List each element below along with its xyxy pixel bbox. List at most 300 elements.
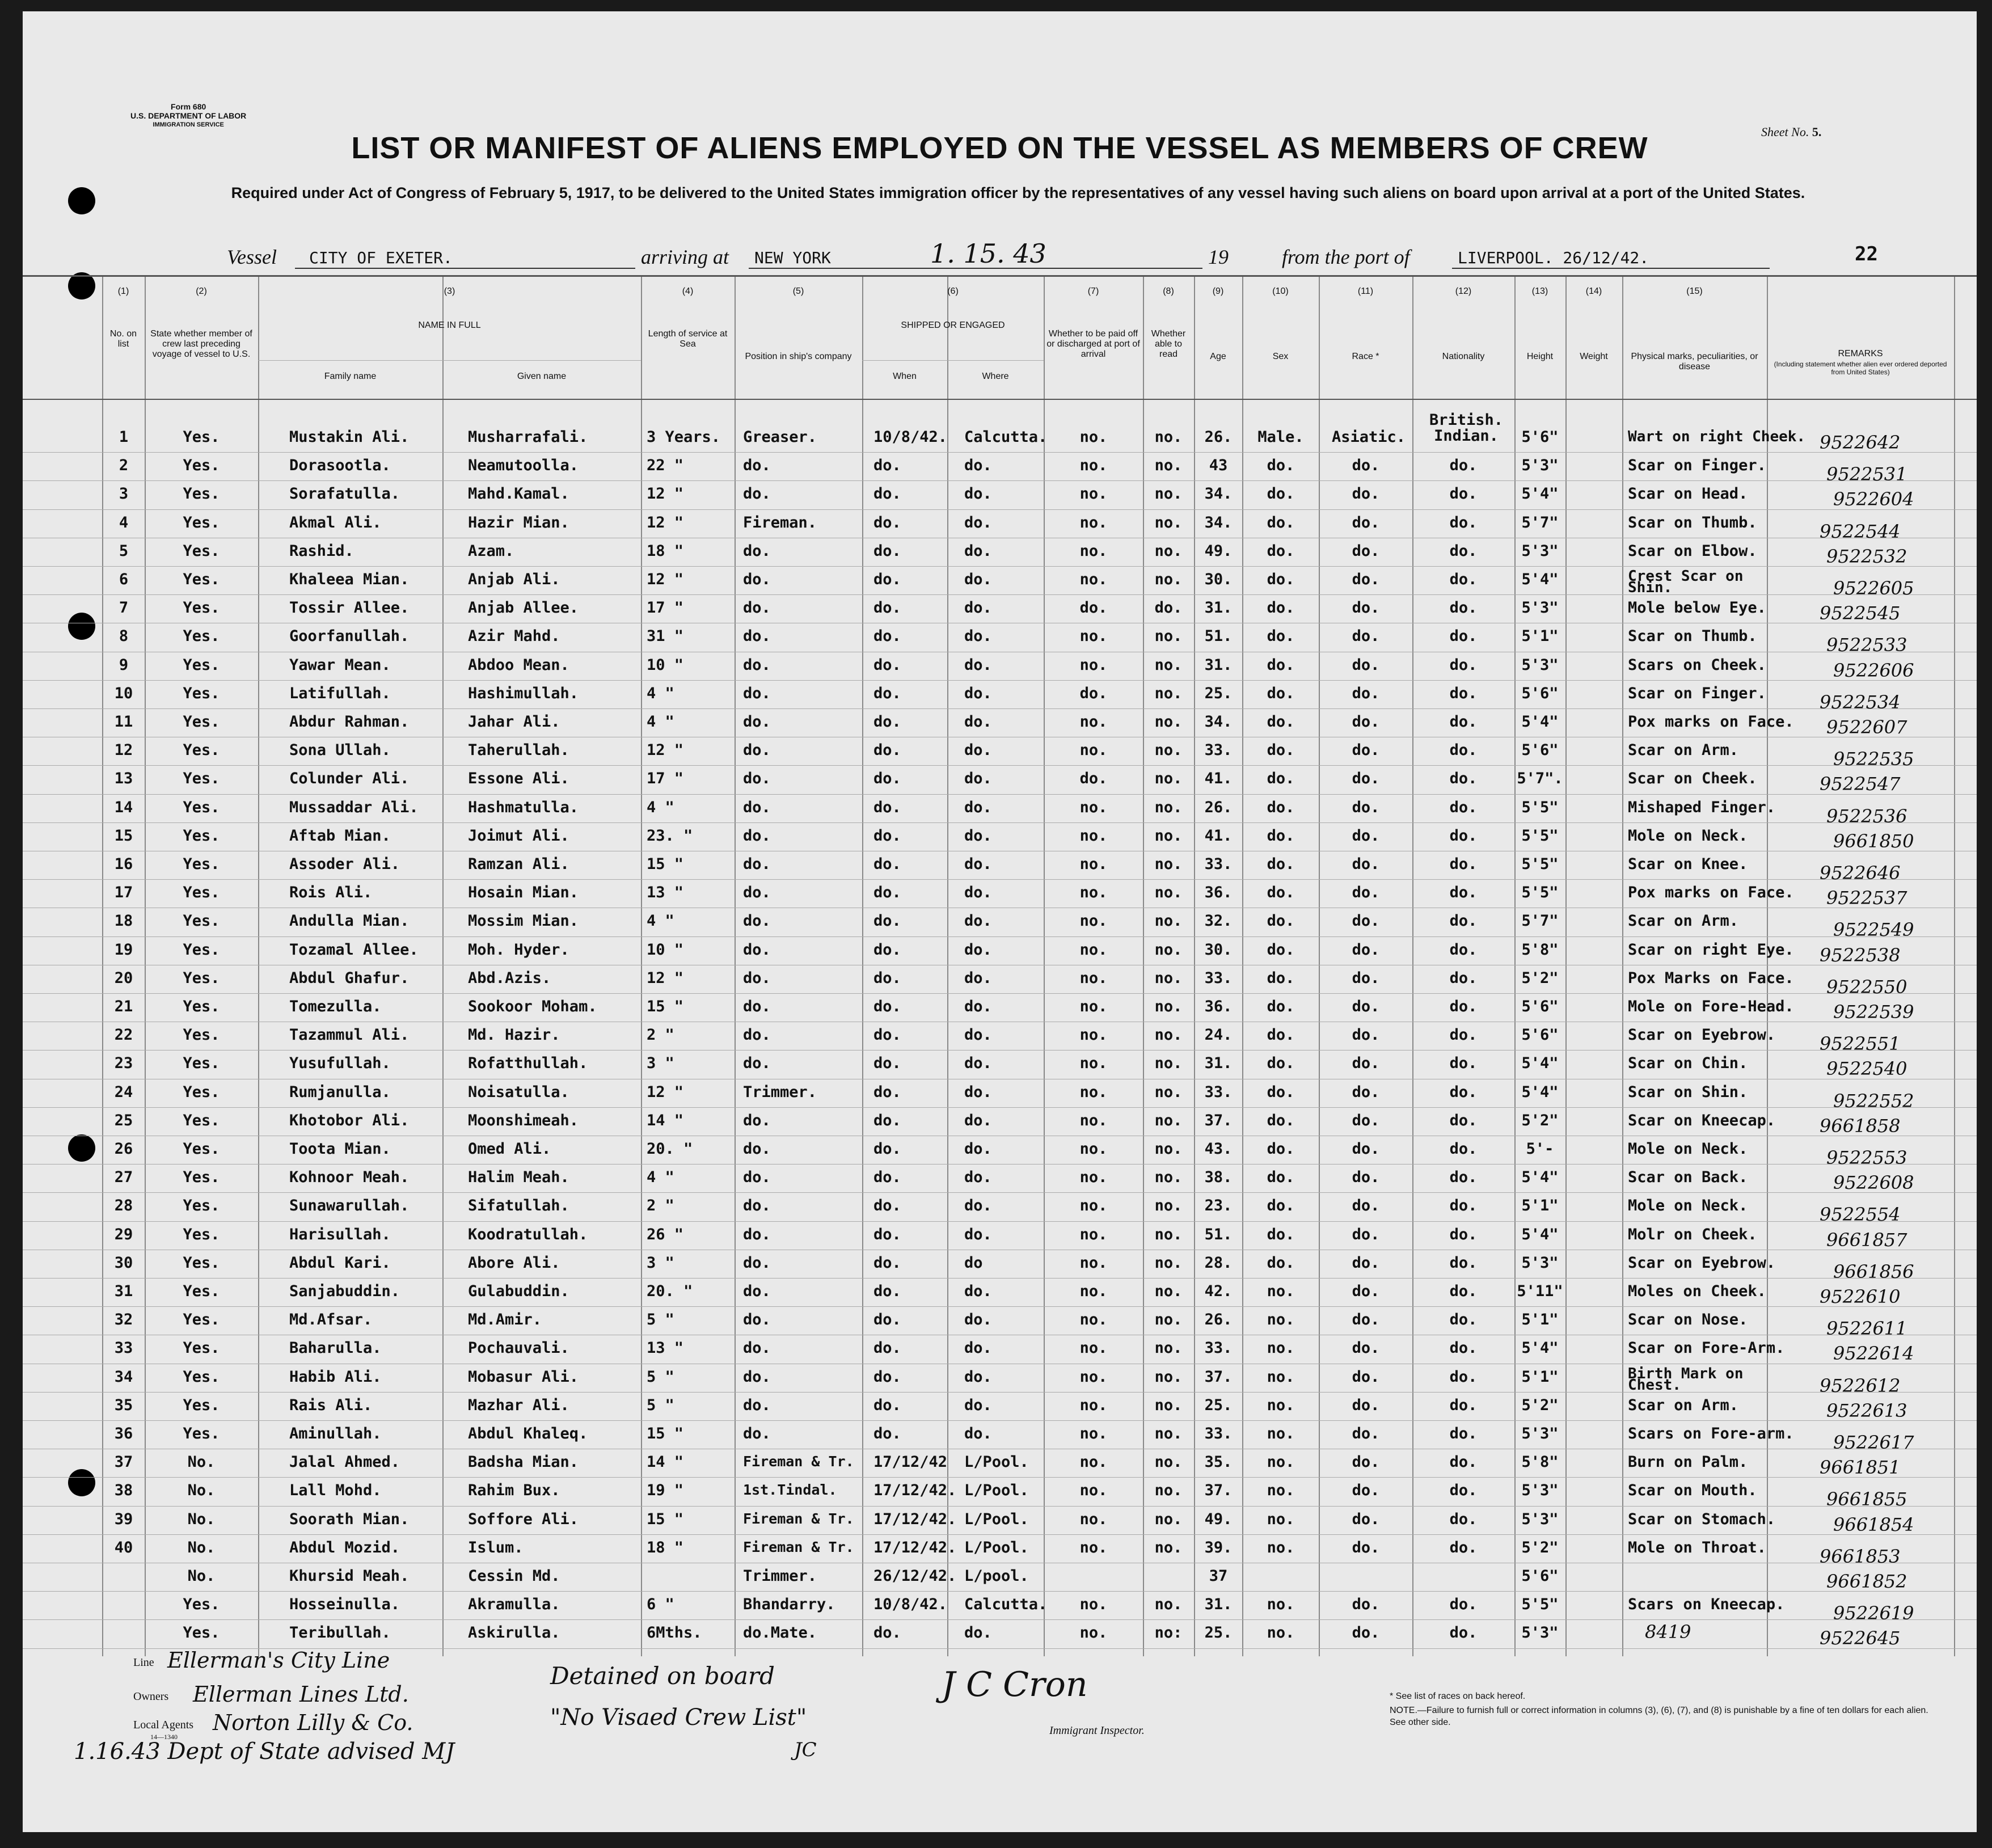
header-c9: Age [1210, 352, 1226, 361]
cell-race: do. [1352, 1254, 1380, 1272]
cell-no: 27 [114, 1168, 133, 1187]
cell-where: do. [964, 1140, 992, 1158]
cell-prev: Yes. [183, 998, 220, 1015]
cell-prev: Yes. [183, 513, 220, 531]
cell-paid: do. [1079, 599, 1108, 617]
cell-read: no. [1154, 1225, 1183, 1243]
cell-nat: do. [1449, 1339, 1478, 1357]
cell-service: 20. " [647, 1140, 693, 1158]
cell-when: do. [873, 684, 901, 702]
cell-given: Azir Mahd. [468, 627, 560, 645]
cell-prev: Yes. [183, 1197, 220, 1215]
cell-age: 33. [1204, 969, 1233, 987]
cell-marks: Scar on Elbow. [1628, 542, 1757, 560]
cell-height: 5'4" [1521, 1168, 1559, 1187]
cell-service: 4 " [647, 912, 674, 930]
cell-where: do. [964, 513, 992, 531]
cell-service: 14 " [647, 1111, 684, 1129]
cell-height: 5'7" [1521, 513, 1559, 531]
cell-prev: Yes. [183, 1596, 220, 1614]
cell-no: 24 [114, 1083, 133, 1101]
cell-height: 5'3" [1521, 1482, 1559, 1500]
table-row [23, 457, 1977, 485]
cell-given: Azam. [468, 542, 514, 560]
cell-service: 12 " [647, 741, 684, 760]
cell-read: no. [1154, 855, 1183, 873]
header-c3_num: (3) [444, 286, 455, 296]
cell-race: do. [1352, 1538, 1380, 1556]
cell-given: Abore Ali. [468, 1254, 560, 1272]
cell-read: no. [1154, 912, 1183, 930]
cell-prev: Yes. [183, 1425, 220, 1442]
cell-paid: no. [1079, 457, 1108, 475]
cell-read: no. [1154, 684, 1183, 702]
cell-paid: no. [1079, 1482, 1108, 1500]
cell-nat: do. [1449, 741, 1478, 760]
cell-paid: no. [1079, 940, 1108, 959]
cell-family: Harisullah. [289, 1225, 391, 1243]
cell-family: Hosseinulla. [289, 1596, 400, 1614]
cell-read: no. [1154, 713, 1183, 731]
cell-service: 23. " [647, 826, 693, 845]
cell-paid: no. [1079, 1339, 1108, 1357]
cell-paid: no. [1079, 1026, 1108, 1044]
cell-sex: do. [1267, 1197, 1295, 1215]
cell-where: L/Pool. [964, 1453, 1029, 1471]
cell-no: 29 [114, 1225, 133, 1243]
cell-paid: do. [1079, 684, 1108, 702]
cell-marks: Scar on Thumb. [1628, 513, 1757, 531]
cell-given: Moh. Hyder. [468, 940, 569, 959]
cell-where: do. [964, 912, 992, 930]
cell-when: do. [873, 912, 901, 930]
cell-race: do. [1352, 571, 1380, 588]
cell-service: 17 " [647, 770, 684, 788]
cell-age: 33. [1204, 741, 1233, 760]
cell-paid: no. [1079, 884, 1108, 902]
cell-when: do. [873, 599, 901, 617]
cell-prev: Yes. [183, 969, 220, 987]
cell-no: 2 [119, 457, 129, 475]
cell-when: 17/12/42 [873, 1453, 948, 1471]
cell-sex: do. [1267, 741, 1295, 760]
header-c14_num: (14) [1585, 286, 1602, 296]
cell-when: do. [873, 1140, 901, 1158]
cell-paid: no. [1079, 1538, 1108, 1556]
cell-family: Andulla Mian. [289, 912, 410, 930]
cell-family: Khotobor Ali. [289, 1111, 410, 1129]
cell-no: 11 [114, 713, 133, 731]
cell-prev: Yes. [183, 884, 220, 902]
cell-paid: no. [1079, 713, 1108, 731]
cell-age: 25. [1204, 1624, 1233, 1642]
cell-height: 5'1" [1521, 627, 1559, 645]
cell-when: do. [873, 1225, 901, 1243]
cell-service: 22 " [647, 457, 684, 475]
cell-family: Abdul Mozid. [289, 1538, 400, 1556]
cell-given: Mossim Mian. [468, 912, 579, 930]
remark-number: 9522610 [1820, 1286, 1901, 1307]
cell-family: Aminullah. [289, 1425, 382, 1442]
department-name: U.S. DEPARTMENT OF LABOR [130, 111, 247, 120]
remark-number: 9522554 [1820, 1204, 1901, 1226]
cell-marks: Scar on right Eye. [1628, 940, 1794, 959]
cell-position: Trimmer. [743, 1083, 817, 1101]
cell-race: do. [1352, 684, 1380, 702]
cell-sex: Male. [1257, 428, 1304, 446]
cell-where: do. [964, 826, 992, 845]
table-row [23, 1339, 1977, 1368]
cell-where: L/Pool. [964, 1510, 1029, 1528]
cell-prev: No. [187, 1538, 216, 1556]
table-row [23, 1112, 1977, 1140]
cell-paid: no. [1079, 1453, 1108, 1471]
cell-service: 17 " [647, 599, 684, 617]
cell-prev: No. [187, 1510, 216, 1528]
cell-no: 26 [114, 1140, 133, 1158]
remark-number: 9522549 [1833, 919, 1914, 941]
service-name: IMMIGRATION SERVICE [153, 121, 224, 128]
cell-prev: Yes. [183, 599, 220, 617]
cell-sex: do. [1267, 513, 1295, 531]
cell-age: 51. [1204, 1225, 1233, 1243]
cell-height: 5'3" [1521, 656, 1559, 674]
owners-value: Ellerman Lines Ltd. [193, 1682, 409, 1707]
table-row [23, 1482, 1977, 1510]
cell-nat: do. [1449, 969, 1478, 987]
cell-when: do. [873, 1368, 901, 1386]
cell-service: 19 " [647, 1482, 684, 1500]
cell-when: do. [873, 1396, 901, 1414]
cell-sex: do. [1267, 1111, 1295, 1129]
cell-age: 37 [1209, 1567, 1228, 1585]
cell-where: do. [964, 798, 992, 816]
cell-race: do. [1352, 656, 1380, 674]
remark-number: 9661856 [1833, 1260, 1914, 1282]
cell-where: do. [964, 741, 992, 760]
cell-service: 15 " [647, 855, 684, 873]
cell-where: Calcutta. [964, 1596, 1048, 1614]
cell-read: no. [1154, 1197, 1183, 1215]
remark-number: 9522535 [1833, 748, 1914, 770]
cell-height: 5'4" [1521, 1225, 1559, 1243]
cell-race: do. [1352, 513, 1380, 531]
cell-when: do. [873, 1254, 901, 1272]
cell-marks: Mole on Throat. [1628, 1538, 1766, 1556]
cell-prev: Yes. [183, 1282, 220, 1300]
cell-no: 12 [114, 741, 133, 760]
cell-family: Teribullah. [289, 1624, 391, 1642]
cell-prev: No. [187, 1567, 216, 1585]
header-c16b: (Including statement whether alien ever ordered deported from United States) [1774, 360, 1947, 376]
cell-read: no. [1154, 1282, 1183, 1300]
cell-sex: do. [1267, 1026, 1295, 1044]
cell-nat: do. [1449, 912, 1478, 930]
sheet-value: 5. [1812, 125, 1822, 139]
cell-given: Omed Ali. [468, 1140, 551, 1158]
cell-where: do. [964, 571, 992, 588]
cell-position: do. [743, 770, 771, 788]
owners-label: Owners [133, 1690, 169, 1703]
cell-where: do. [964, 457, 992, 475]
cell-given: Md. Hazir. [468, 1026, 560, 1044]
table-row [23, 1539, 1977, 1567]
cell-prev: Yes. [183, 1140, 220, 1158]
agents-label: Local Agents [133, 1719, 194, 1731]
cell-read: no. [1154, 457, 1183, 475]
header-c5: Position in ship's company [745, 352, 852, 361]
cell-marks: Scar on Eyebrow. [1628, 1254, 1776, 1272]
cell-position: do. [743, 969, 771, 987]
header-c2_num: (2) [196, 286, 207, 296]
table-row [23, 912, 1977, 940]
vessel-label: Vessel [227, 246, 277, 268]
cell-prev: Yes. [183, 798, 220, 816]
cell-height: 5'1" [1521, 1311, 1559, 1329]
remark-number: 9522613 [1826, 1399, 1907, 1421]
cell-marks: Scar on Shin. [1628, 1083, 1748, 1101]
remark-number: 9522552 [1833, 1090, 1914, 1112]
cell-paid: no. [1079, 1083, 1108, 1101]
cell-height: 5'1" [1521, 1197, 1559, 1215]
cell-read: no. [1154, 1538, 1183, 1556]
detained-note: Detained on board [550, 1662, 775, 1690]
cell-height: 5'4" [1521, 713, 1559, 731]
cell-race: do. [1352, 770, 1380, 788]
cell-age: 32. [1204, 912, 1233, 930]
cell-family: Rois Ali. [289, 884, 373, 902]
sheet-label: Sheet No. [1761, 125, 1809, 139]
cell-no: 23 [114, 1054, 133, 1073]
cell-age: 37. [1204, 1368, 1233, 1386]
cell-position: do. [743, 1339, 771, 1357]
cell-when: do. [873, 1311, 901, 1329]
cell-where: do. [964, 884, 992, 902]
cell-family: Sorafatulla. [289, 485, 400, 503]
cell-service: 2 " [647, 1026, 674, 1044]
cell-paid: no. [1079, 1396, 1108, 1414]
cell-paid: no. [1079, 798, 1108, 816]
cell-nat: do. [1449, 1453, 1478, 1471]
table-row [23, 1282, 1977, 1311]
table-row [23, 568, 1977, 599]
cell-age: 38. [1204, 1168, 1233, 1187]
header-c4: Length of service at Sea [648, 329, 728, 349]
cell-service: 13 " [647, 884, 684, 902]
cell-paid: no. [1079, 1254, 1108, 1272]
remark-number: 9522538 [1820, 944, 1901, 966]
cell-sex: do. [1267, 713, 1295, 731]
header-c14: Weight [1580, 352, 1608, 361]
remark-number: 9522607 [1826, 716, 1907, 738]
cell-age: 33. [1204, 1083, 1233, 1101]
cell-age: 30. [1204, 940, 1233, 959]
table-row [23, 713, 1977, 741]
header-c8_num: (8) [1163, 286, 1174, 296]
cell-service: 2 " [647, 1197, 674, 1215]
from-port-label: from the port of [1282, 246, 1410, 268]
cell-service: 12 " [647, 513, 684, 531]
cell-paid: no. [1079, 741, 1108, 760]
cell-given: Mobasur Ali. [468, 1368, 579, 1386]
cell-given: Hosain Mian. [468, 884, 579, 902]
table-row [23, 1311, 1977, 1339]
arrival-date: 1. 15. 43 [930, 238, 1046, 269]
cell-no: 40 [114, 1538, 133, 1556]
cell-service: 14 " [647, 1453, 684, 1471]
cell-nat: do. [1449, 571, 1478, 588]
cell-family: Habib Ali. [289, 1368, 382, 1386]
cell-height: 5'6" [1521, 998, 1559, 1015]
cell-marks: Scar on Finger. [1628, 457, 1766, 475]
cell-read: no. [1154, 969, 1183, 987]
table-row [23, 1226, 1977, 1254]
cell-read: no. [1154, 1396, 1183, 1414]
cell-given: Hazir Mian. [468, 513, 569, 531]
cell-paid: no. [1079, 513, 1108, 531]
cell-position: do. [743, 542, 771, 560]
cell-prev: Yes. [183, 1168, 220, 1187]
cell-sex: no. [1267, 1596, 1295, 1614]
cell-where: do. [964, 1026, 992, 1044]
cell-family: Mustakin Ali. [289, 428, 410, 446]
cell-family: Abdul Ghafur. [289, 969, 410, 987]
cell-sex: do. [1267, 1054, 1295, 1073]
cell-age: 33. [1204, 855, 1233, 873]
cell-prev: Yes. [183, 1368, 220, 1386]
cell-sex: do. [1267, 940, 1295, 959]
cell-prev: Yes. [183, 940, 220, 959]
cell-prev: Yes. [183, 1339, 220, 1357]
cell-prev: Yes. [183, 1083, 220, 1101]
cell-when: do. [873, 627, 901, 645]
cell-family: Baharulla. [289, 1339, 382, 1357]
cell-sex: do. [1267, 485, 1295, 503]
header-c6: SHIPPED OR ENGAGED [901, 320, 1005, 330]
cell-position: do. [743, 1425, 771, 1442]
cell-nat: do. [1449, 1311, 1478, 1329]
table-row [23, 741, 1977, 770]
cell-nat: do. [1449, 1596, 1478, 1614]
cell-position: do. [743, 884, 771, 902]
cell-paid: no. [1079, 855, 1108, 873]
table-row [23, 1396, 1977, 1425]
cell-marks: Pox marks on Face. [1628, 884, 1794, 902]
cell-when: 10/8/42. [873, 428, 948, 446]
agents-code: 14—1340 [150, 1733, 178, 1741]
cell-age: 31. [1204, 656, 1233, 674]
cell-no: 34 [114, 1368, 133, 1386]
cell-prev: Yes. [183, 542, 220, 560]
cell-read: no. [1154, 1510, 1183, 1528]
cell-read: no. [1154, 741, 1183, 760]
cell-when: do. [873, 656, 901, 674]
remark-number: 9661850 [1833, 830, 1914, 852]
cell-family: Akmal Ali. [289, 513, 382, 531]
cell-age: 34. [1204, 713, 1233, 731]
cell-position: Fireman. [743, 513, 817, 531]
cell-paid: no. [1079, 485, 1108, 503]
cell-family: Rumjanulla. [289, 1083, 391, 1101]
table-row [23, 1140, 1977, 1168]
cell-race: do. [1352, 1026, 1380, 1044]
table-row [23, 1511, 1977, 1539]
cell-paid: no. [1079, 571, 1108, 588]
cell-nat: do. [1449, 457, 1478, 475]
cell-given: Cessin Md. [468, 1567, 560, 1585]
remark-number: 9522533 [1826, 634, 1907, 656]
header-c5_num: (5) [792, 286, 804, 296]
cell-service: 4 " [647, 1168, 674, 1187]
cell-no: 10 [114, 684, 133, 702]
remark-number: 9522614 [1833, 1343, 1914, 1365]
cell-height: 5'5" [1521, 855, 1559, 873]
cell-no: 7 [119, 599, 129, 617]
cell-marks: Mole on Neck. [1628, 1197, 1748, 1215]
cell-paid: no. [1079, 1197, 1108, 1215]
cell-nat: do. [1449, 770, 1478, 788]
cell-race: do. [1352, 599, 1380, 617]
remark-number: 9522534 [1820, 691, 1901, 713]
cell-race: do. [1352, 940, 1380, 959]
cell-paid: no. [1079, 428, 1108, 446]
cell-no: 20 [114, 969, 133, 987]
cell-nat: do. [1449, 1026, 1478, 1044]
line-label: Line [133, 1656, 154, 1669]
cell-when: do. [873, 770, 901, 788]
table-row [23, 685, 1977, 713]
cell-sex: no. [1267, 1425, 1295, 1442]
cell-where: do. [964, 1282, 992, 1300]
cell-service: 18 " [647, 542, 684, 560]
cell-given: Joimut Ali. [468, 826, 569, 845]
form-number: Form 680 [171, 102, 206, 111]
cell-sex: do. [1267, 826, 1295, 845]
cell-read: no. [1154, 798, 1183, 816]
cell-given: Neamutoolla. [468, 457, 579, 475]
cell-where: do. [964, 940, 992, 959]
table-row [23, 1567, 1977, 1596]
header-c11_num: (11) [1357, 286, 1374, 296]
cell-position: Fireman & Tr. [743, 1510, 854, 1527]
cell-service: 3 " [647, 1254, 674, 1272]
cell-nat: do. [1449, 798, 1478, 816]
cell-position: Bhandarry. [743, 1596, 835, 1614]
cell-height: 5'3" [1521, 599, 1559, 617]
cell-height: 5'6" [1521, 1026, 1559, 1044]
cell-paid: no. [1079, 1140, 1108, 1158]
cell-prev: Yes. [183, 855, 220, 873]
cell-no: 3 [119, 485, 129, 503]
cell-prev: Yes. [183, 1254, 220, 1272]
cell-nat: do. [1449, 1396, 1478, 1414]
cell-read: no. [1154, 1453, 1183, 1471]
cell-read: no. [1154, 428, 1183, 446]
line-value: Ellerman's City Line [167, 1648, 390, 1673]
year-label: 19 [1208, 246, 1229, 268]
cell-position: 1st.Tindal. [743, 1482, 837, 1499]
cell-when: do. [873, 884, 901, 902]
cell-family: Yusufullah. [289, 1054, 391, 1073]
cell-service: 5 " [647, 1368, 674, 1386]
cell-where: do. [964, 542, 992, 560]
cell-paid: no. [1079, 1225, 1108, 1243]
cell-sex: do. [1267, 1140, 1295, 1158]
cell-when: 17/12/42. [873, 1482, 957, 1500]
cell-nat: do. [1449, 656, 1478, 674]
cell-marks: Scar on Arm. [1628, 912, 1739, 930]
cell-sex: do. [1267, 571, 1295, 588]
